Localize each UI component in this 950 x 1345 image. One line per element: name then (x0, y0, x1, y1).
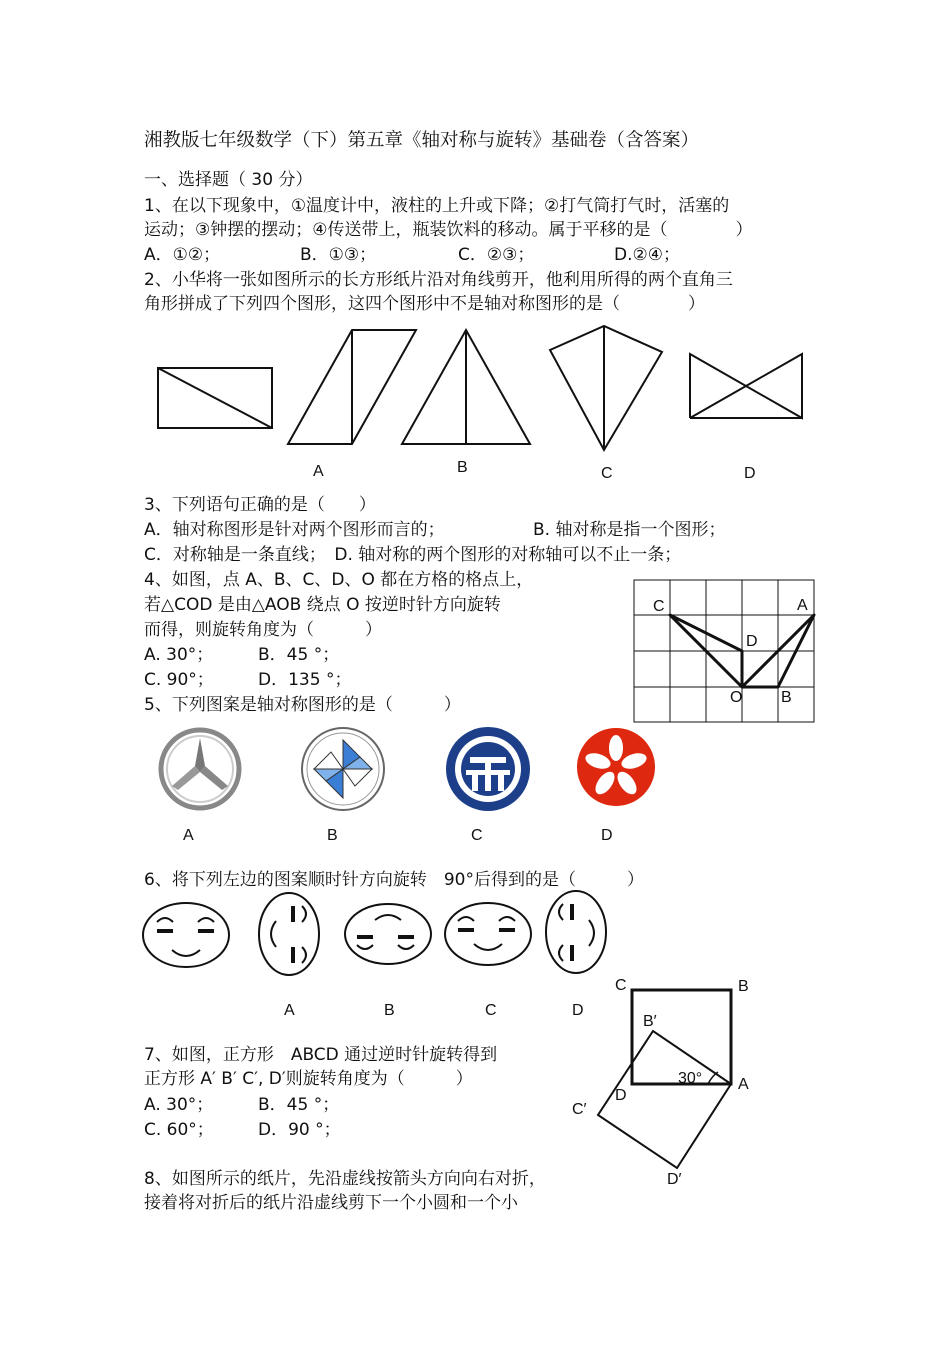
q7-point-c-prime: C′ (572, 1101, 587, 1118)
q4-option-b: B．45 °； (258, 645, 340, 665)
q3-option-cd: C．对称轴是一条直线； D. 轴对称的两个图形的对称轴可以不止一条； (144, 545, 682, 565)
q7-option-a: A. 30°； (144, 1095, 214, 1115)
q7-line1: 7、如图，正方形 ABCD 通过逆时针旋转得到 (144, 1045, 498, 1065)
q1-option-c: C．②③； (458, 245, 535, 265)
q7-option-b: B．45 °； (258, 1095, 340, 1115)
q2-label-d: D (744, 465, 756, 482)
q4-line3: 而得，则旋转角度为（ ） (144, 620, 382, 640)
q5-stem: 5、下列图案是轴对称图形的是（ ） (144, 695, 461, 715)
q4-line2: 若△COD 是由△AOB 绕点 O 按逆时针方向旋转 (144, 595, 501, 615)
q7-line2: 正方形 A′ B′ C′, D′则旋转角度为（ ） (144, 1069, 473, 1089)
q5-label-b: B (327, 827, 338, 844)
q3-stem: 3、下列语句正确的是（ ） (144, 495, 376, 515)
q7-angle-label: 30° (678, 1070, 703, 1087)
q6-label-b: B (384, 1002, 395, 1019)
q4-option-a: A. 30°； (144, 645, 214, 665)
q5-label-a: A (183, 827, 194, 844)
q2-label-c: C (601, 465, 613, 482)
q1-line2: 运动；③钟摆的摆动；④传送带上，瓶装饮料的移动。属于平移的是（ ） (144, 220, 753, 240)
q2-line2: 角形拼成了下列四个图形，这四个图形中不是轴对称图形的是（ ） (144, 294, 705, 314)
q4-point-c: C (653, 598, 665, 615)
q7-point-d-prime: D′ (667, 1171, 682, 1188)
q6-stem: 6、将下列左边的图案顺时针方向旋转 90°后得到的是（ ） (144, 870, 644, 890)
q7-point-a: A (738, 1076, 749, 1093)
q2-label-a: A (313, 463, 324, 480)
q1-line1: 1、在以下现象中，①温度计中，液柱的上升或下降；②打气筒打气时，活塞的 (144, 196, 730, 216)
q4-option-d: D．135 °； (258, 670, 352, 690)
q7-option-d: D．90 °； (258, 1120, 341, 1140)
q5-label-c: C (471, 827, 483, 844)
q7-point-c: C (615, 977, 627, 994)
q8-line2: 接着将对折后的纸片沿虚线剪下一个小圆和一个小 (144, 1193, 518, 1213)
q3-option-a: A．轴对称图形是针对两个图形而言的； (144, 520, 445, 540)
q4-point-o: O (730, 689, 743, 706)
q6-label-a: A (284, 1002, 295, 1019)
q1-option-a: A．①②； (144, 245, 221, 265)
q8-line1: 8、如图所示的纸片，先沿虚线按箭头方向向右对折， (144, 1169, 546, 1189)
q4-option-c: C. 90°； (144, 670, 214, 690)
section-heading: 一、选择题（ 30 分） (144, 170, 313, 190)
q6-label-c: C (485, 1002, 497, 1019)
q3-option-b: B. 轴对称是指一个图形； (533, 520, 726, 540)
q2-line1: 2、小华将一张如图所示的长方形纸片沿对角线剪开，他利用所得的两个直角三 (144, 270, 733, 290)
q6-label-d: D (572, 1002, 584, 1019)
q2-label-b: B (457, 459, 468, 476)
q1-option-b: B．①③； (300, 245, 377, 265)
q4-point-d: D (746, 633, 758, 650)
q7-option-c: C. 60°； (144, 1120, 214, 1140)
q7-point-b-prime: B′ (643, 1013, 657, 1030)
q1-option-d: D.②④； (614, 245, 680, 265)
q4-point-a: A (797, 597, 808, 614)
q4-point-b: B (781, 689, 792, 706)
q7-point-d: D (615, 1087, 627, 1104)
page-title: 湘教版七年级数学（下）第五章《轴对称与旋转》基础卷（含答案） (144, 130, 700, 151)
q5-label-d: D (601, 827, 613, 844)
q4-line1: 4、如图，点 A、B、C、D、O 都在方格的格点上， (144, 570, 534, 590)
q7-point-b: B (738, 978, 749, 995)
